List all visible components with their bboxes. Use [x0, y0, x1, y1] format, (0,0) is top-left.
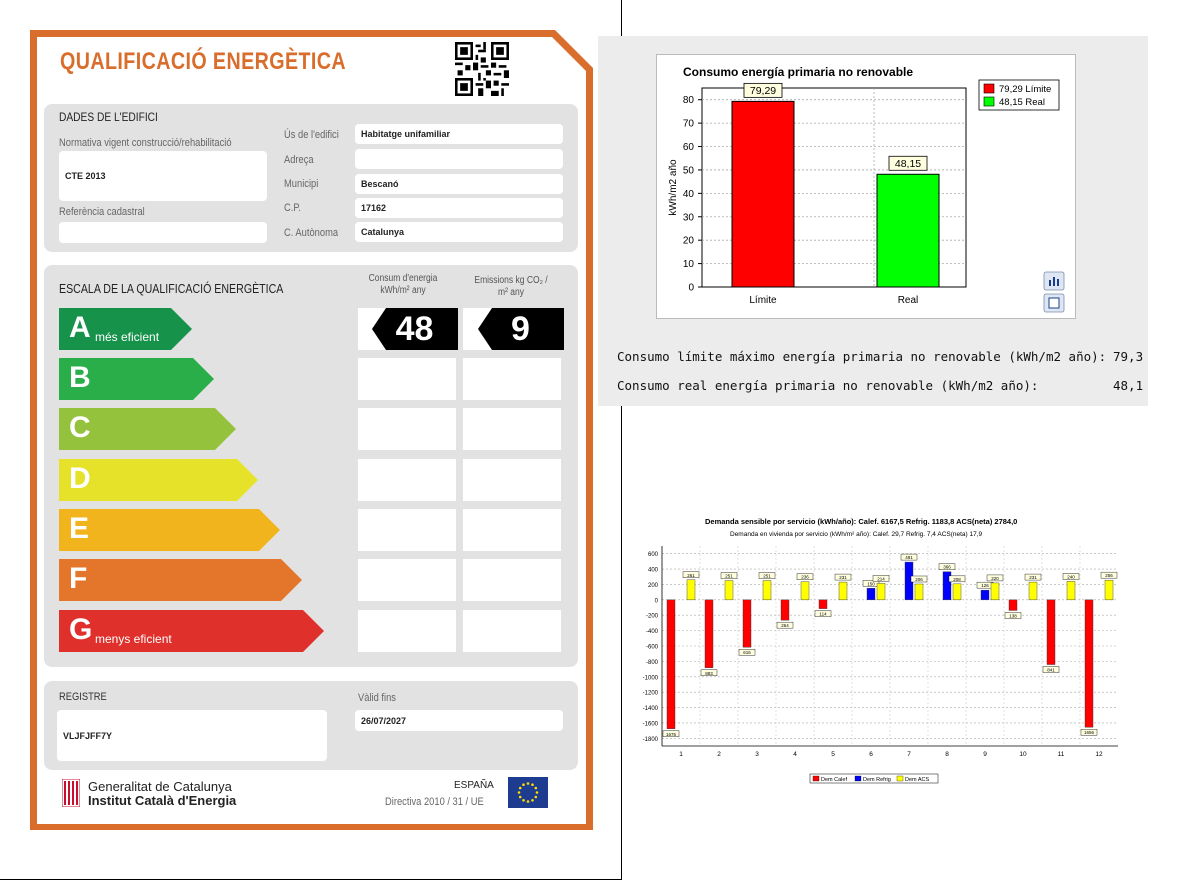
y-tick-label: 10 — [682, 259, 694, 271]
data-label: 126 — [981, 583, 989, 589]
data-label: 208 — [953, 576, 961, 582]
monthly-subtitle: Demanda en vivienda por servicio (kWh/m² año): Calef. 29,7 Refrig. 7,4 ACS(neta) 17,9 — [730, 531, 983, 538]
use-value: Habitatge unifamiliar — [355, 124, 563, 144]
x-tick-label: 9 — [983, 751, 987, 758]
x-tick-label: 7 — [907, 751, 911, 758]
consumption-cell — [358, 559, 456, 601]
legend-swatch — [984, 84, 994, 93]
x-tick-label: 5 — [831, 751, 835, 758]
summary-limit-label: Consumo límite máximo energía primaria no renovable (kWh/m2 año): — [617, 349, 1107, 364]
bar-dem-acs — [915, 584, 923, 600]
emissions-cell — [463, 459, 561, 501]
consumption-value: 48 — [395, 309, 434, 348]
community-value: Catalunya — [355, 222, 563, 242]
eu-star — [518, 791, 521, 794]
data-label: 366 — [943, 564, 951, 570]
y-tick-label: 200 — [647, 582, 658, 589]
eu-flag-icon — [508, 777, 548, 808]
y-tick-label: -1800 — [642, 736, 658, 743]
data-label: 79,29 — [749, 84, 777, 97]
data-label: 256 — [1105, 573, 1113, 579]
bar-dem-calef — [781, 600, 789, 620]
bar-dem-calef — [819, 600, 827, 609]
summary-limit-value: 79,3 — [1113, 349, 1144, 364]
eu-star — [527, 782, 530, 785]
y-tick-label: 30 — [682, 212, 694, 224]
registry-value: VLJFJFF7Y — [57, 710, 327, 761]
emissions-cell — [463, 358, 561, 400]
x-tick-label: 2 — [717, 751, 721, 758]
icon-bar — [1049, 280, 1051, 286]
summary-real-value: 48,1 — [1113, 378, 1144, 393]
y-axis-label: kWh/m2 año — [668, 159, 679, 216]
data-label: 220 — [991, 575, 999, 581]
bar-dem-calef — [1085, 600, 1093, 727]
x-tick-label: 10 — [1019, 751, 1027, 758]
consumption-chart — [656, 54, 1076, 319]
bar-dem-acs — [877, 583, 885, 599]
summary-real-label: Consumo real energía primaria no renovable (kWh/m2 año): — [617, 378, 1039, 393]
grade-arrow-e — [59, 509, 281, 551]
grade-sublabel: més eficient — [95, 330, 160, 344]
grade-row-c — [59, 408, 359, 450]
data-label: 48,15 — [894, 157, 922, 170]
data-label: 231 — [839, 575, 847, 581]
eu-star — [531, 783, 534, 786]
emissions-header: Emissions kg CO₂ / m² any — [474, 275, 548, 298]
consumption-cell — [358, 358, 456, 400]
consumption-cell — [358, 408, 456, 450]
bar-dem-calef — [705, 600, 713, 668]
norm-label: Normativa vigent construcció/rehabilitació — [59, 137, 232, 149]
bar-dem-acs — [763, 581, 771, 600]
legend-swatch — [855, 776, 861, 781]
emissions-cell — [463, 408, 561, 450]
data-label: 1656 — [1083, 730, 1095, 736]
eu-star — [522, 799, 525, 802]
emissions-badge — [478, 308, 564, 350]
registry-label: REGISTRE — [59, 691, 107, 703]
monthly-title: Demanda sensible por servicio (kWh/año): Calef. 6167,5 Refrig. 1183,8 ACS(neta) 2784,0 — [705, 517, 1018, 526]
municipality-value: Bescanó — [355, 174, 563, 194]
grade-arrow-shape — [59, 509, 280, 551]
building-data-heading: DADES DE L'EDIFICI — [59, 110, 158, 124]
data-label: 214 — [877, 576, 885, 582]
data-label: 150 — [867, 581, 875, 587]
bar-límite — [732, 101, 794, 287]
bar-dem-refrig — [867, 588, 875, 600]
x-tick-label: 12 — [1095, 751, 1103, 758]
bar-real — [877, 174, 939, 287]
icon-bar — [1053, 277, 1055, 286]
eu-star — [531, 799, 534, 802]
data-label: 240 — [1067, 574, 1075, 580]
monthly-demand-chart — [620, 508, 1120, 788]
x-tick-label: 8 — [945, 751, 949, 758]
y-tick-label: -400 — [645, 629, 658, 636]
x-tick-label: 6 — [869, 751, 873, 758]
data-label: 138 — [1009, 613, 1017, 619]
data-label: 114 — [819, 611, 827, 617]
country-label: ESPAÑA — [454, 780, 494, 791]
address-label: Adreça — [284, 154, 314, 166]
certificate-title: QUALIFICACIÓ ENERGÈTICA — [60, 48, 347, 75]
bar-dem-calef — [667, 600, 675, 729]
x-tick-label: 1 — [679, 751, 683, 758]
grade-sublabel: menys eficient — [95, 632, 172, 646]
bar-dem-acs — [1029, 582, 1037, 600]
y-tick-label: -1600 — [642, 721, 658, 728]
data-label: 261 — [687, 572, 695, 578]
bar-dem-acs — [839, 582, 847, 600]
generalitat-logo-icon — [62, 779, 80, 807]
address-value — [355, 149, 563, 169]
bar-dem-acs — [1105, 580, 1113, 600]
data-label: 236 — [801, 574, 809, 580]
y-tick-label: 0 — [654, 598, 658, 605]
data-label: 231 — [1029, 575, 1037, 581]
y-tick-label: -1000 — [642, 675, 658, 682]
data-label: 616 — [743, 650, 751, 656]
norm-value: CTE 2013 — [59, 151, 267, 201]
emissions-value: 9 — [511, 309, 530, 348]
bar-dem-acs — [1067, 581, 1075, 599]
grade-letter: F — [69, 562, 88, 595]
y-tick-label: -600 — [645, 644, 658, 651]
cadastral-label: Referència cadastral — [59, 206, 145, 218]
y-tick-label: 400 — [647, 567, 658, 574]
icon-page — [1049, 298, 1059, 308]
eu-star — [534, 796, 537, 799]
legend-entry: 48,15 Real — [999, 97, 1045, 108]
y-tick-label: 40 — [682, 188, 694, 200]
org-line-1: Generalitat de Catalunya — [88, 779, 232, 794]
y-tick-label: 0 — [688, 282, 694, 294]
y-tick-label: 60 — [682, 142, 694, 154]
grade-letter: A — [69, 311, 91, 344]
grade-letter: D — [69, 462, 91, 495]
eu-star — [527, 800, 530, 803]
grade-letter: E — [69, 512, 90, 545]
municipality-label: Municipi — [284, 178, 319, 190]
bar-dem-acs — [725, 581, 733, 600]
bar-dem-calef — [1047, 600, 1055, 665]
y-tick-label: 80 — [682, 95, 694, 107]
y-tick-label: -200 — [645, 613, 658, 620]
data-label: 264 — [781, 623, 789, 629]
community-label: C. Autònoma — [284, 227, 339, 239]
bar-dem-calef — [743, 600, 751, 647]
y-tick-label: -1400 — [642, 706, 658, 713]
grade-row-g — [59, 610, 359, 652]
eu-star — [519, 787, 522, 790]
postal-label: C.P. — [284, 202, 301, 214]
eu-star — [519, 796, 522, 799]
consumption-badge — [372, 308, 458, 350]
data-label: 841 — [1047, 667, 1055, 673]
grade-letter: G — [69, 613, 93, 646]
valid-until-label: Vàlid fins — [358, 692, 396, 704]
consumption-cell — [358, 459, 456, 501]
data-label: 251 — [763, 573, 771, 579]
legend-entry: 79,29 Límite — [999, 84, 1052, 95]
y-tick-label: 50 — [682, 165, 694, 177]
grade-row-a — [59, 308, 359, 350]
bar-dem-acs — [953, 584, 961, 600]
legend-swatch — [897, 776, 903, 781]
grade-letter: C — [69, 411, 91, 444]
legend-entry: Dem ACS — [905, 777, 930, 783]
grade-arrow-f — [59, 559, 303, 601]
legend-swatch — [813, 776, 819, 781]
legend-entry: Dem Calef — [821, 777, 847, 783]
data-label: 883 — [705, 670, 713, 676]
data-label: 206 — [915, 577, 923, 582]
grade-row-d — [59, 459, 359, 501]
bar-dem-acs — [991, 583, 999, 600]
postal-value: 17162 — [355, 198, 563, 218]
directive-label: Directiva 2010 / 31 / UE — [385, 796, 484, 808]
y-tick-label: 70 — [682, 118, 694, 130]
x-tick-label: 3 — [755, 751, 759, 758]
consumption-header: Consum d'energia kWh/m² any — [368, 273, 438, 296]
eu-star — [534, 787, 537, 790]
grade-row-f — [59, 559, 359, 601]
grade-letter: B — [69, 361, 91, 394]
legend-swatch — [984, 97, 994, 106]
eu-star — [536, 791, 539, 794]
y-tick-label: -1200 — [642, 690, 658, 697]
y-tick-label: -800 — [645, 659, 658, 666]
y-tick-label: 600 — [647, 552, 658, 559]
org-line-2: Institut Català d'Energia — [88, 793, 237, 808]
use-label: Ús de l'edifici — [284, 129, 339, 141]
x-tick-label: Real — [897, 295, 919, 306]
emissions-cell — [463, 610, 561, 652]
valid-until-value: 26/07/2027 — [355, 710, 563, 731]
y-tick-label: 20 — [682, 235, 694, 247]
grade-arrow-shape — [59, 559, 302, 601]
data-label: 251 — [725, 573, 733, 579]
emissions-cell — [463, 559, 561, 601]
cadastral-value — [59, 222, 267, 243]
qr-code-icon — [455, 42, 509, 96]
icon-bar — [1057, 279, 1059, 286]
data-label: 491 — [905, 555, 913, 561]
emissions-cell — [463, 509, 561, 551]
bar-dem-calef — [1009, 600, 1017, 611]
bar-dem-refrig — [981, 590, 989, 600]
energy-scale-heading: ESCALA DE LA QUALIFICACIÓ ENERGÈTICA — [59, 282, 284, 296]
eu-star — [522, 783, 525, 786]
bar-dem-acs — [801, 582, 809, 600]
x-tick-label: Límite — [749, 295, 777, 306]
grade-row-b — [59, 358, 359, 400]
x-tick-label: 4 — [793, 751, 797, 758]
data-label: 1676 — [665, 731, 677, 737]
bar-dem-acs — [687, 580, 695, 600]
x-tick-label: 11 — [1057, 751, 1065, 758]
legend-entry: Dem Refrig — [863, 777, 891, 783]
grade-row-e — [59, 509, 359, 551]
consumption-cell — [358, 509, 456, 551]
consumption-cell — [358, 610, 456, 652]
chart-title: Consumo energía primaria no renovable — [683, 65, 914, 79]
